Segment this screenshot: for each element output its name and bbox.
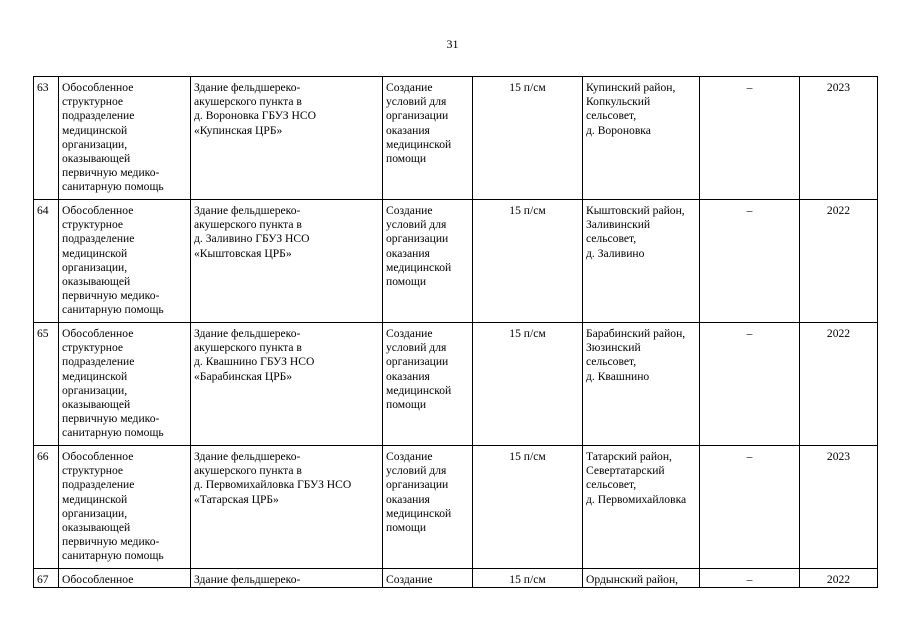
object-cell: Обособленное структурное подразделение медицинской организации, оказывающей первичную медико- санитарную помощь [59,200,191,323]
extra-cell: – [700,200,800,323]
table-row [34,323,878,446]
row-number-cell: 63 [34,77,59,200]
location-cell: Татарский район, Севертатарский сельсовет, д. Первомихайловка [583,446,700,569]
extra-cell: – [700,569,800,588]
registry-table [33,76,878,588]
page-number: 31 [446,37,459,51]
extra-cell: – [700,446,800,569]
table-row [34,200,878,323]
location-cell: Барабинский район, Зюзинский сельсовет, д. Квашнино [583,323,700,446]
row-number-cell: 67 [34,569,59,588]
table-row [34,569,878,588]
year-cell: 2023 [800,446,878,569]
building-cell: Здание фельдшереко- акушерского пункта в д. Квашнино ГБУЗ НСО «Барабинская ЦРБ» [191,323,383,446]
capacity-cell: 15 п/см [473,569,583,588]
object-cell: Обособленное структурное подразделение медицинской организации, оказывающей первичную медико- санитарную помощь [59,323,191,446]
row-number-cell: 65 [34,323,59,446]
building-cell: Здание фельдшереко- [191,569,383,588]
purpose-cell: Создание [383,569,473,588]
object-cell: Обособленное структурное подразделение медицинской организации, оказывающей первичную медико- санитарную помощь [59,446,191,569]
year-cell: 2022 [800,569,878,588]
year-cell: 2022 [800,323,878,446]
capacity-cell: 15 п/см [473,323,583,446]
object-cell: Обособленное структурное подразделение медицинской организации, оказывающей первичную медико- санитарную помощь [59,77,191,200]
purpose-cell: Создание условий для организации оказания медицинской помощи [383,446,473,569]
extra-cell: – [700,323,800,446]
purpose-cell: Создание условий для организации оказания медицинской помощи [383,323,473,446]
location-cell: Купинский район, Копкульский сельсовет, д. Вороновка [583,77,700,200]
year-cell: 2023 [800,77,878,200]
capacity-cell: 15 п/см [473,200,583,323]
year-cell: 2022 [800,200,878,323]
extra-cell: – [700,77,800,200]
building-cell: Здание фельдшереко- акушерского пункта в д. Вороновка ГБУЗ НСО «Купинская ЦРБ» [191,77,383,200]
purpose-cell: Создание условий для организации оказания медицинской помощи [383,77,473,200]
capacity-cell: 15 п/см [473,446,583,569]
table-row [34,77,878,200]
purpose-cell: Создание условий для организации оказания медицинской помощи [383,200,473,323]
table-row [34,446,878,569]
building-cell: Здание фельдшереко- акушерского пункта в д. Первомихайловка ГБУЗ НСО «Татарская ЦРБ» [191,446,383,569]
row-number-cell: 64 [34,200,59,323]
building-cell: Здание фельдшереко- акушерского пункта в д. Заливино ГБУЗ НСО «Кыштовская ЦРБ» [191,200,383,323]
row-number-cell: 66 [34,446,59,569]
capacity-cell: 15 п/см [473,77,583,200]
location-cell: Кыштовский район, Заливинский сельсовет, д. Заливино [583,200,700,323]
object-cell: Обособленное [59,569,191,588]
location-cell: Ордынский район, [583,569,700,588]
